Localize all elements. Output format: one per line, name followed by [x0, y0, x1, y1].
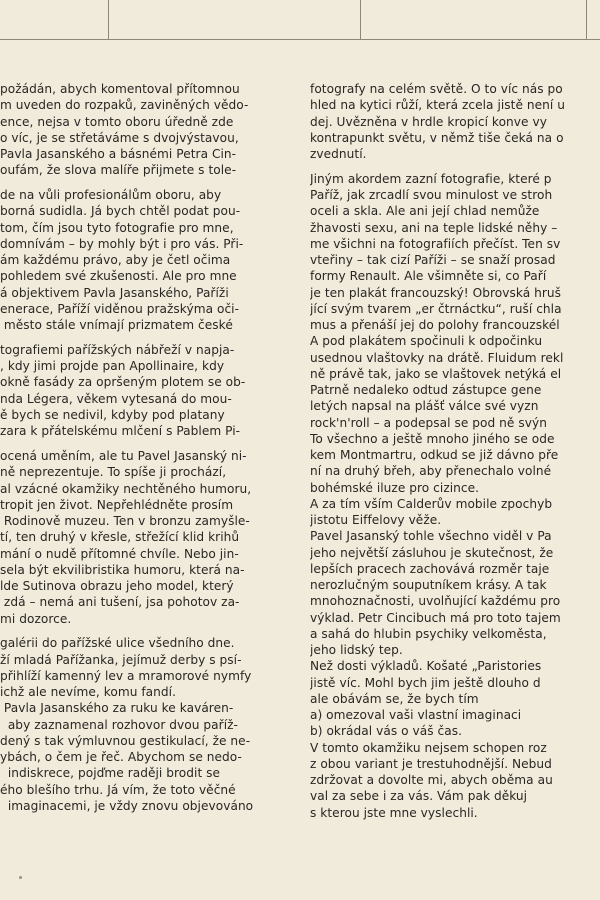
text-line: vteřiny – tak cizí Paříži – se snaží prosad	[310, 253, 556, 268]
text-line: Patrně nedaleko odtud zástupce gene	[310, 383, 542, 398]
text-line: žhavosti sexu, ani na teple lidské něhy –	[310, 220, 558, 235]
text-line: ně právě tak, jako se vlaštovek netýká el	[310, 366, 562, 381]
text-line: Pavla Jasanského a básnémi Petra Cin-	[0, 147, 237, 161]
text-line: indiskrece, pojďme raději brodit se	[0, 766, 221, 781]
text-line: To všechno a ještě mnoho jiného se ode	[310, 431, 555, 446]
text-line: ně neprezentuje. To spíše ji prochází,	[0, 465, 227, 480]
text-line: formy Renault. Ale všimněte si, co Paří	[310, 269, 547, 284]
text-line: A pod plakátem spočinuli k odpočinku	[310, 334, 543, 349]
text-line: jící svým tvarem „er čtrnáctku“, ruší chla	[310, 301, 562, 316]
text-line: ybách, o čem je řeč. Abychom se nedo-	[0, 750, 242, 765]
text-line: tí, ten druhý v křesle, střežící klid krihů	[0, 530, 240, 545]
text-line: al vzácné okamžiky nechtěného humoru,	[0, 481, 252, 496]
text-line: V tomto okamžiku nejsem schopen roz	[310, 740, 547, 755]
text-line: de na vůli profesionálům oboru, aby	[0, 188, 222, 203]
text-line: o víc, je se střetáváme s dvojvýstavou,	[0, 130, 239, 145]
paragraph-gap	[0, 627, 294, 636]
text-line: domnívám – by mohly být i pro vás. Při-	[0, 236, 244, 251]
text-line: ám každému právo, aby je četl očima	[0, 253, 231, 268]
text-line: jistě víc. Mohl bych jim ještě dlouho d	[310, 675, 541, 690]
text-line: letých napsal na plášť válce své vyzn	[310, 399, 539, 414]
text-line: požádán, abych komentoval přítomnou	[0, 82, 240, 96]
paragraph	[310, 81, 600, 162]
text-line: val za sebe i za vás. Vám pak děkuj	[310, 789, 528, 804]
text-line: enerace, Paříží viděnou pražskýma oči-	[0, 301, 240, 316]
text-line: kontrapunkt světu, v němž tiše čeká na o	[310, 130, 564, 145]
text-line: sela být ekvilibristika humoru, která na-	[0, 562, 245, 577]
text-line: nda Légera, věkem vytesaná do mou-	[0, 391, 232, 406]
paragraph-gap	[310, 162, 600, 171]
text-line: ží mladá Pařížanka, jejímuž derby s psí-	[0, 652, 242, 667]
text-line: jeho lidský tep.	[310, 643, 403, 658]
text-line: dej. Uvězněna v hrdle kropicí konve vy	[310, 114, 547, 129]
text-line: mání o nudě přítomné chvíle. Nebo jin-	[0, 546, 239, 561]
text-line: fotografy na celém světě. O to víc nás po	[310, 82, 563, 96]
text-line: Pavla Jasanského za ruku ke kaváren-	[0, 701, 234, 716]
paragraph	[0, 81, 294, 179]
text-line: me všichni na fotografiích přečíst. Ten sv	[310, 236, 561, 251]
text-line: a sahá do hlubin psychiky velkoměsta,	[310, 626, 547, 641]
text-line: mus a přenáší jej do polohy francouzskél	[310, 318, 560, 333]
text-line: z obou variant je trestuhodnější. Nebud	[310, 756, 552, 771]
text-line: aby zaznamenal rozhovor dvou paříž-	[0, 717, 238, 732]
text-line: tropit jen život. Nepřehlédněte prosím	[0, 497, 234, 512]
paragraph	[0, 448, 294, 627]
text-line: nerozlučným souputníkem krásy. A tak	[310, 578, 547, 593]
paragraph	[0, 187, 294, 333]
paragraph-gap	[0, 439, 294, 448]
header-tick	[360, 0, 361, 39]
header-tick	[586, 0, 587, 39]
text-line: borná sudidla. Já bych chtěl podat pou-	[0, 204, 241, 219]
text-line: ale obávám se, že bych tím	[310, 691, 479, 706]
paragraph	[0, 342, 294, 440]
text-line: s kterou jste mne vyslechli.	[310, 805, 478, 820]
text-line: zdá – nemá ani tušení, jsa pohotov za-	[0, 595, 240, 610]
text-line: , kdy jimi projde pan Apollinaire, kdy	[0, 359, 225, 374]
text-line: ě bych se nedivil, kdyby pod platany	[0, 407, 225, 422]
text-line: mi dozorce.	[0, 611, 72, 626]
paragraph-gap	[0, 333, 294, 342]
right-text-column	[310, 81, 600, 821]
left-text-column	[0, 81, 294, 814]
text-line: oufám, že slova malíře přijmete s tole-	[0, 163, 237, 178]
text-line: kem Montmartru, odkud se již dávno pře	[310, 448, 559, 463]
text-line: jistotu Eiffelovy věže.	[310, 513, 442, 528]
text-line: galérii do pařížské ulice všedního dne.	[0, 636, 235, 651]
text-line: ichž ale nevíme, komu fandí.	[0, 685, 177, 700]
text-line: Rodinově muzeu. Ten v bronzu zamyšle-	[0, 514, 250, 529]
text-line: je ten plakát francouzský! Obrovská hruš	[310, 285, 562, 300]
text-line: Jiným akordem zazní fotografie, které p	[310, 171, 552, 186]
text-line: ence, nejsa v tomto oboru úředně zde	[0, 114, 234, 129]
text-line: přihlíží kamenný lev a mramorové nymfy	[0, 668, 252, 683]
text-line: tom, čím jsou tyto fotografie pro mne,	[0, 220, 234, 235]
text-line: lepších pracech zachovává rozměr taje	[310, 561, 550, 576]
text-line: lde Sutinova obrazu jeho model, který	[0, 579, 234, 594]
text-line: okně fasády za opršeným plotem se ob-	[0, 375, 246, 390]
text-line: a) omezoval vaši vlastní imaginaci	[310, 708, 522, 723]
text-line: Pavel Jasanský tohle všechno viděl v Pa	[310, 529, 552, 544]
text-line: b) okrádal vás o váš čas.	[310, 724, 463, 739]
text-line: oceli a skla. Ale ani její chlad nemůže	[310, 204, 540, 219]
paragraph	[310, 171, 600, 821]
text-line: á objektivem Pavla Jasanského, Paříži	[0, 285, 229, 300]
text-line: imaginacemi, je vždy znovu objevováno	[0, 798, 254, 813]
text-line: zdržovat a dovolte mi, abych oběma au	[310, 773, 553, 788]
text-line: zvednutí.	[310, 147, 367, 161]
page-speck	[19, 876, 22, 879]
text-line: Než dosti výkladů. Košaté „Paristories	[310, 659, 542, 674]
text-line: ocená uměním, ale tu Pavel Jasanský ni-	[0, 449, 247, 464]
text-line: zara k přátelskému mlčení s Pablem Pi-	[0, 424, 241, 439]
text-line: město stále vnímají prizmatem české	[0, 318, 233, 333]
text-line: Paříž, jak zrcadlí svou minulost ve stroh	[310, 188, 553, 203]
text-line: bohémské iluze pro cizince.	[310, 480, 480, 495]
text-line: dený s tak výmluvnou gestikulací, že ne-	[0, 733, 251, 748]
header-tick	[108, 0, 109, 39]
text-line: pohledem své zkušenosti. Ale pro mne	[0, 269, 237, 284]
paragraph-gap	[0, 179, 294, 188]
text-line: ní na druhý břeh, aby přenechalo volné	[310, 464, 552, 479]
text-line: rock'n'roll – a podepsal se pod ně svýn	[310, 415, 547, 430]
text-line: mnohoznačnosti, uvolňující každému pro	[310, 594, 561, 609]
text-line: tografiemi pařížských nábřeží v napja-	[0, 342, 235, 357]
text-line: ého blešího trhu. Já vím, že toto věčné	[0, 782, 236, 797]
text-line: hled na kytici růží, která zcela jistě není u	[310, 98, 566, 113]
text-line: A za tím vším Calderův mobile zpochyb	[310, 496, 553, 511]
text-line: jeho největší zásluhou je skutečnost, že	[310, 545, 554, 560]
paragraph	[0, 635, 294, 814]
text-line: usednou vlaštovky na drátě. Fluidum rekl	[310, 350, 564, 365]
header-rule	[0, 39, 600, 40]
text-line: výklad. Petr Cincibuch má pro toto tajem	[310, 610, 561, 625]
text-line: m uveden do rozpaků, zaviněných vědo-	[0, 98, 249, 113]
